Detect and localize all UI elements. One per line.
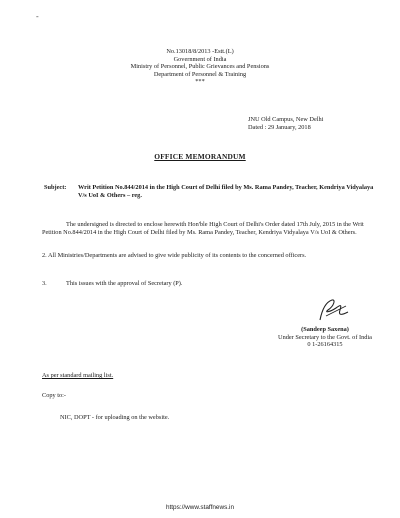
paragraph-3-text: This issues with the approval of Secretary (P).: [66, 280, 183, 287]
footer-url-link[interactable]: https://www.staffnews.in: [165, 504, 235, 511]
ministry-line: Ministry of Personnel, Public Grievances and Pensions: [130, 63, 270, 71]
corner-mark: -: [36, 12, 39, 21]
copy-to-label: Copy to:-: [42, 392, 66, 399]
place-date-block: [248, 116, 378, 131]
handwritten-signature: [312, 296, 356, 324]
header-stars: ***: [195, 78, 205, 86]
place-line: JNU Old Campus, New Delhi: [248, 116, 324, 123]
mailing-list: As per standard mailing list.: [42, 372, 114, 379]
paragraph-3-number: 3.: [42, 280, 47, 287]
file-number: No.13018/8/2013 -Estt.(L): [166, 48, 234, 55]
nic-copy-line: NIC, DOPT - for uploading on the website.: [60, 414, 170, 421]
signatory-block: [268, 326, 382, 349]
paragraph-1-text: The undersigned is directed to enclose herewith Hon'ble High Court of Delhi's Order dated 17th July, 2015 in the Writ Petition No.844/2014 in the High Court of Delhi filed by Ms. Rama Pandey, Teacher, Kendriya Vidyalaya V/s UoI & Others.: [42, 221, 364, 236]
signatory-name: (Sandeep Saxena): [301, 326, 349, 333]
government-line: Government of India: [173, 55, 227, 63]
subject-label: Subject:: [44, 184, 67, 191]
paragraph-2-text: 2. All Ministries/Departments are advised to give wide publicity of its contents to the concerned officers.: [42, 252, 307, 259]
date-line: Dated : 29 January, 2018: [248, 123, 311, 131]
signatory-phone: 0 1-26164315: [307, 341, 343, 349]
letterhead: [70, 48, 330, 86]
department-line: Department of Personnel & Training: [153, 70, 247, 78]
signatory-designation: Under Secretary to the Govt. of India: [278, 333, 372, 341]
subject-text: Writ Petition No.844/2014 in the High Court of Delhi filed by Ms. Rama Pandey, Teacher, Kendriya Vidyalaya V/s UoI & Others – reg.: [78, 184, 374, 199]
memo-title: OFFICE MEMORANDUM: [154, 152, 246, 161]
